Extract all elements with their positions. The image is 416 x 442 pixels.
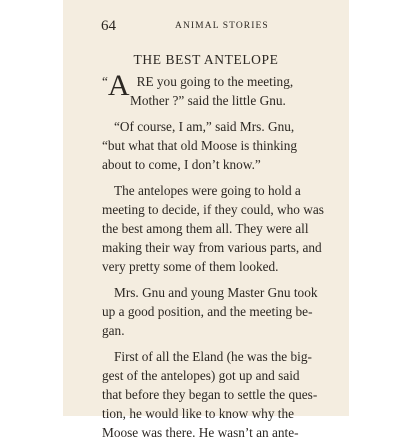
text-line: “but what that old Moose is thinking [102, 138, 298, 153]
text-line: making their way from various parts, and [102, 240, 322, 255]
text-line: gan. [102, 323, 125, 338]
paragraph-5 [102, 347, 318, 442]
text-line: “Of course, I am,” said Mrs. Gnu, [114, 119, 295, 134]
initial-letter: A [107, 69, 130, 102]
text-line: The antelopes were going to hold a [114, 183, 301, 198]
running-title: ANIMAL STORIES [175, 21, 269, 31]
text-line: Moose was there. He wasn’t an ante- [102, 425, 299, 440]
text-line: tion, he would like to know why the [102, 406, 295, 421]
text-line: meeting to decide, if they could, who was [102, 202, 324, 217]
text-line: up a good position, and the meeting be- [102, 304, 313, 319]
open-quote: “ [102, 74, 108, 89]
chapter-title: THE BEST ANTELOPE [133, 52, 279, 67]
text-line: First of all the Eland (he was the big- [114, 349, 312, 364]
text-line: very pretty some of them looked. [102, 259, 279, 274]
paragraph-2 [102, 117, 313, 174]
text-line: Mrs. Gnu and young Master Gnu took [114, 285, 318, 300]
text-line: gest of the antelopes) got up and said [102, 368, 300, 383]
text-line: the best among them all. They were all [102, 221, 309, 236]
paragraph-1 [102, 69, 313, 110]
text-line: about to come, I don’t know.” [102, 157, 261, 172]
paragraph-4 [102, 283, 318, 340]
book-page [63, 0, 349, 440]
text-line: that before they began to settle the ques- [102, 387, 318, 402]
running-head [63, 18, 349, 34]
paragraph-3 [102, 181, 324, 276]
text-line: Mother ?” said the little Gnu. [130, 93, 286, 108]
page-number: 64 [101, 18, 116, 34]
text-line-rest: RE you going to the meeting, [136, 74, 294, 89]
body-text [102, 69, 324, 442]
